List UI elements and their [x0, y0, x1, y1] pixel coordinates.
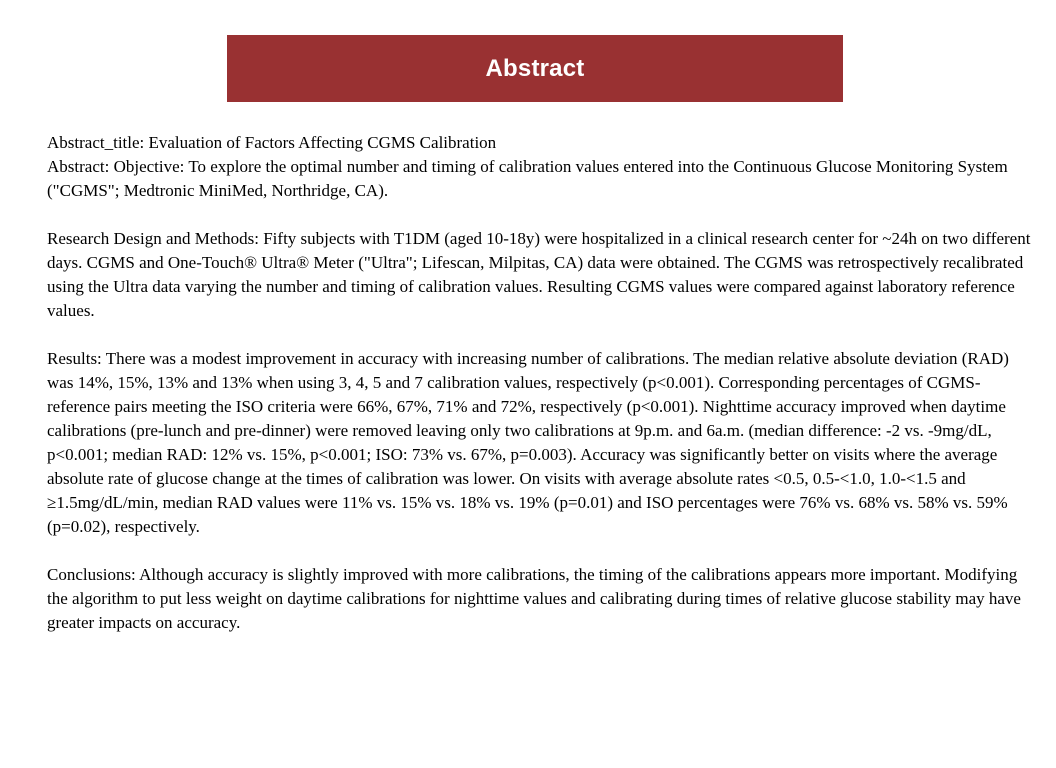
paragraph-spacer	[47, 323, 1032, 347]
paragraph-spacer	[47, 539, 1032, 563]
abstract-title: Abstract_title: Evaluation of Factors Affecting CGMS Calibration	[47, 133, 497, 152]
paragraph-spacer	[47, 203, 1032, 227]
results-paragraph: Results: There was a modest improvement in accuracy with increasing number of calibrations. The median relative absolute deviation (RAD) was 14%, 15%, 13% and 13% when using 3, 4, 5 and 7 calibration values, respectively (p<0.001). Corresponding percentages of CGMS-reference pairs meeting the ISO criteria were 66%, 67%, 71% and 72%, respectively (p<0.001). Nighttime accuracy improved when daytime calibrations (pre-lunch and pre-dinner) were removed leaving only two calibrations at 9p.m. and 6a.m. (median difference: -2 vs. -9mg/dL, p<0.001; median RAD: 12% vs. 15%, p<0.001; ISO: 73% vs. 67%, p=0.003). Accuracy was significantly better on visits where the average absolute rate of glucose change at the times of calibration was lower. On visits with average absolute rates <0.5, 0.5-<1.0, 1.0-<1.5 and ≥1.5mg/dL/min, median RAD values were 11% vs. 15% vs. 18% vs. 19% (p=0.01) and ISO percentages were 76% vs. 68% vs. 58% vs. 59% (p=0.02), respectively.	[47, 349, 1009, 536]
methods-paragraph: Research Design and Methods: Fifty subjects with T1DM (aged 10-18y) were hospitalized in a clinical research center for ~24h on two different days. CGMS and One-Touch® Ultra® Meter ("Ultra"; Lifescan, Milpitas, CA) data were obtained. The CGMS was retrospectively recalibrated using the Ultra data varying the number and timing of calibration values. Resulting CGMS values were compared against laboratory reference values.	[47, 229, 1031, 320]
abstract-body	[47, 131, 1032, 635]
abstract-banner	[227, 35, 843, 102]
objective-paragraph: Abstract: Objective: To explore the optimal number and timing of calibration values entered into the Continuous Glucose Monitoring System ("CGMS"; Medtronic MiniMed, Northridge, CA).	[47, 157, 1008, 200]
banner-title: Abstract	[485, 54, 585, 82]
conclusions-paragraph: Conclusions: Although accuracy is slightly improved with more calibrations, the timing of the calibrations appears more important. Modifying the algorithm to put less weight on daytime calibrations for nighttime values and calibrating during times of relative glucose stability may have greater impacts on accuracy.	[47, 565, 1021, 632]
